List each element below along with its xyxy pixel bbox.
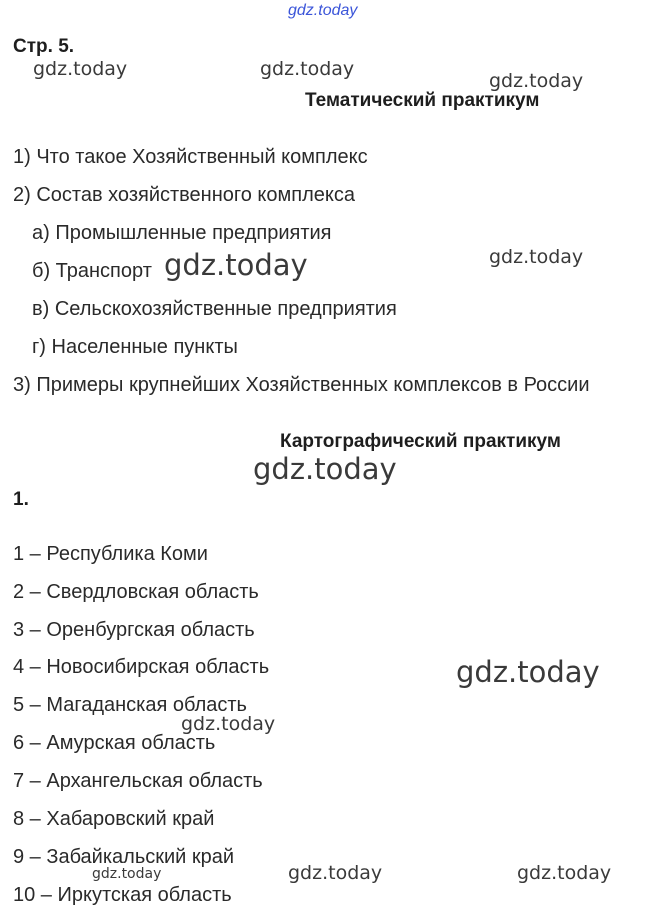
thematic-line: 1) Что такое Хозяйственный комплекс [13,146,368,168]
map-item: 2 – Свердловская область [13,581,259,603]
thematic-line: б) Транспорт [32,260,152,282]
watermark: gdz.today [456,655,600,689]
watermark: gdz.today [288,862,383,884]
thematic-line: 2) Состав хозяйственного комплекса [13,184,355,206]
map-item: 5 – Магаданская область [13,694,247,716]
watermark: gdz.today [260,58,355,80]
watermark: gdz.today [181,713,276,735]
watermark: gdz.today [164,248,308,282]
map-item: 1 – Республика Коми [13,543,208,565]
thematic-line: г) Населенные пункты [32,336,238,358]
task-number: 1. [13,489,29,510]
map-item: 10 – Иркутская область [13,884,232,906]
page-label: Стр. 5. [13,36,75,57]
watermark: gdz.today [92,866,162,882]
watermark: gdz.today [489,246,584,268]
map-item: 4 – Новосибирская область [13,656,270,678]
watermark: gdz.today [33,58,128,80]
watermark: gdz.today [489,70,584,92]
cartographic-title: Картографический практикум [280,431,561,452]
map-item: 3 – Оренбургская область [13,619,255,641]
map-item: 7 – Архангельская область [13,770,263,792]
watermark: gdz.today [253,452,397,486]
header-watermark: gdz.today [288,2,358,19]
map-item: 9 – Забайкальский край [13,846,235,868]
map-item: 6 – Амурская область [13,732,216,754]
thematic-line: в) Сельскохозяйственные предприятия [32,298,397,320]
thematic-line: а) Промышленные предприятия [32,222,332,244]
thematic-line: 3) Примеры крупнейших Хозяйственных комплексов в России [13,374,590,396]
watermark: gdz.today [517,862,612,884]
map-item: 8 – Хабаровский край [13,808,215,830]
thematic-title: Тематический практикум [305,90,540,111]
